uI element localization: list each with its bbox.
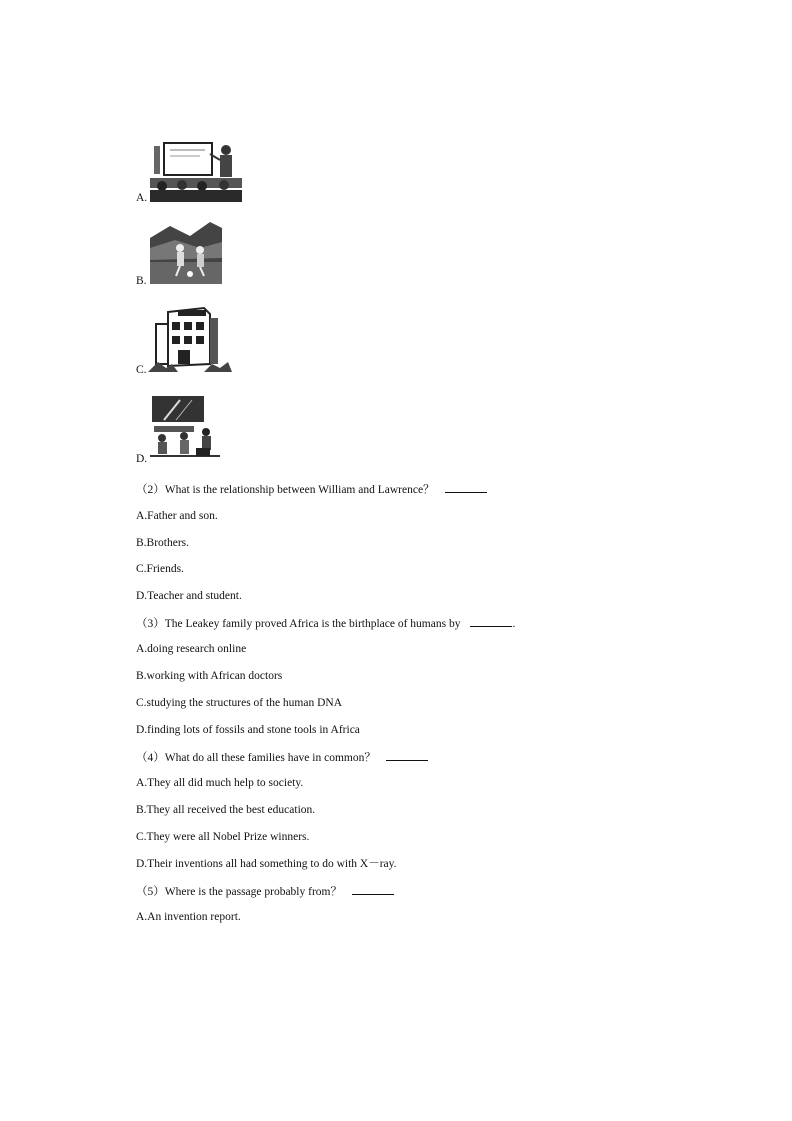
option-c-letter: C. <box>136 364 147 376</box>
q2-option-b: B.Brothers. <box>136 537 190 549</box>
question-5-prompt: （5）Where is the passage probably from？ <box>136 886 342 898</box>
q2-option-c: C.Friends. <box>136 563 184 575</box>
option-b-letter: B. <box>136 275 147 287</box>
q4-option-b: B.They all received the best education. <box>136 804 316 816</box>
q4-option-c: C.They were all Nobel Prize winners. <box>136 831 310 843</box>
answer-blank[interactable] <box>470 616 512 627</box>
q3-option-a: A.doing research online <box>136 643 247 655</box>
question-3-prompt: （3）The Leakey family proved Africa is the birthplace of humans by <box>136 618 461 630</box>
q2-option-a: A.Father and son. <box>136 510 218 522</box>
answer-blank[interactable] <box>386 750 428 761</box>
q5-option-a: A.An invention report. <box>136 911 241 923</box>
question-4-prompt: （4）What do all these families have in common？ <box>136 752 376 764</box>
option-d-letter: D. <box>136 453 148 465</box>
question-5 <box>136 884 394 899</box>
q3-option-d: D.finding lots of fossils and stone tools in Africa <box>136 724 360 736</box>
question-2 <box>136 482 487 497</box>
q3-option-b: B.working with African doctors <box>136 670 283 682</box>
q3-option-c: C.studying the structures of the human DNA <box>136 697 343 709</box>
people-outdoors-excavation-icon <box>150 218 222 284</box>
question-2-prompt: （2）What is the relationship between William and Lawrence？ <box>136 484 435 496</box>
question-3 <box>136 616 515 631</box>
option-a-letter: A. <box>136 192 148 204</box>
lab-workers-icon <box>150 394 220 462</box>
classroom-teacher-board-icon <box>150 138 242 202</box>
tall-building-icon <box>148 304 232 374</box>
question-3-suffix: . <box>512 618 516 630</box>
q4-option-d: D.Their inventions all had something to do with X－ray. <box>136 858 397 870</box>
question-4 <box>136 750 428 765</box>
q2-option-d: D.Teacher and student. <box>136 590 242 602</box>
q4-option-a: A.They all did much help to society. <box>136 777 304 789</box>
answer-blank[interactable] <box>445 482 487 493</box>
answer-blank[interactable] <box>352 884 394 895</box>
